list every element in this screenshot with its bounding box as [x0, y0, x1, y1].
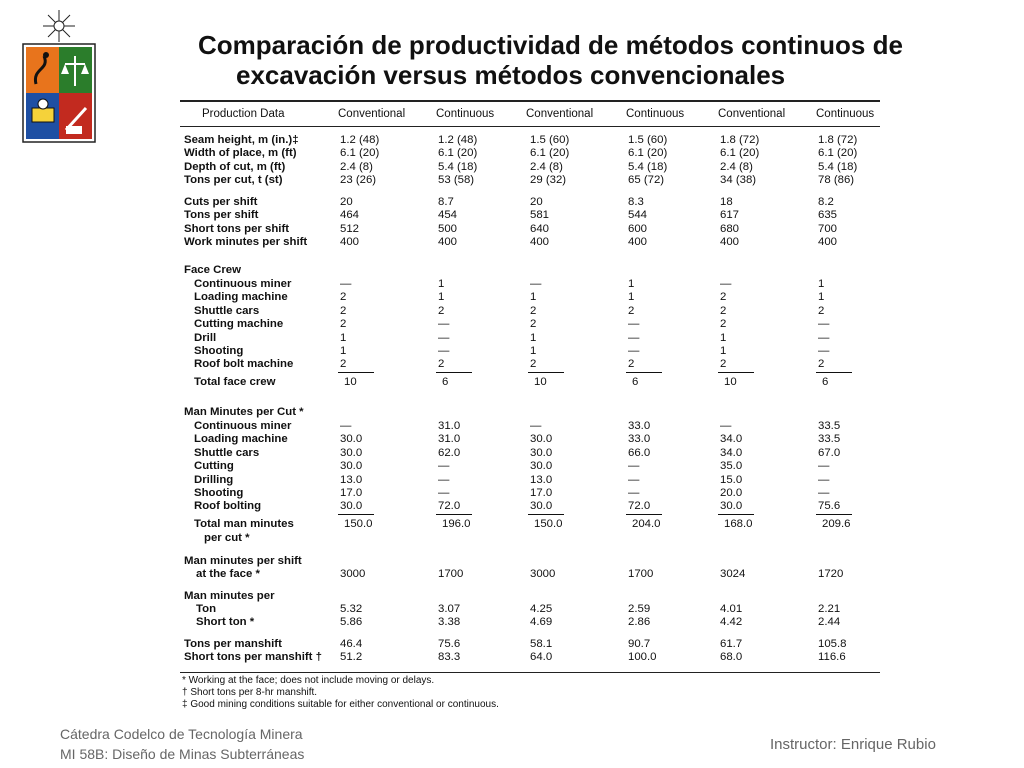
total-cell: 6 [632, 376, 639, 388]
table-cell: 15.0 [720, 473, 743, 486]
table-cell: 8.3 [628, 196, 644, 208]
table-cell: 2 [720, 291, 727, 304]
table-cell: 2 [530, 304, 537, 317]
table-cell: 5.4 (18) [438, 160, 478, 173]
table-cell: 2 [628, 358, 635, 371]
table-cell: 2 [438, 304, 445, 317]
table-cell: 46.4 [340, 638, 363, 650]
row-label: Short ton * [196, 616, 255, 629]
total-cell: 150.0 [534, 518, 563, 530]
table-cell: 34.0 [720, 446, 743, 459]
total-cell: 6 [442, 376, 449, 388]
row-label: Tons per cut, t (st) [184, 173, 283, 186]
total-label: Total man minutes [194, 518, 294, 530]
column-header-conventional: Conventional [718, 108, 786, 120]
table-cell: 2 [818, 358, 825, 371]
row-label: Shuttle cars [194, 304, 260, 317]
table-cell: 33.0 [628, 433, 651, 446]
table-cell: 1.8 (72) [720, 134, 760, 146]
row-label: Cuts per shift [184, 196, 258, 208]
table-cell: 31.0 [438, 420, 461, 432]
table-cell: 29 (32) [530, 173, 567, 186]
table-cell: 2 [818, 304, 825, 317]
table-cell: 1 [720, 331, 727, 344]
table-cell: 4.25 [530, 603, 553, 615]
table-cell: 400 [438, 235, 458, 248]
university-crest-logo [22, 8, 96, 144]
table-cell: 640 [530, 222, 550, 235]
table-cell: — [438, 460, 450, 473]
table-cell: 1700 [438, 568, 464, 580]
table-cell: 1 [340, 331, 347, 344]
table-cell: 2 [530, 358, 537, 371]
table-cell: 65 (72) [628, 173, 665, 186]
table-cell: — [438, 487, 450, 499]
column-header-continuous: Continuous [436, 108, 495, 120]
table-cell: 72.0 [628, 500, 651, 513]
total-cell: 209.6 [822, 518, 851, 530]
table-cell: 2.4 (8) [530, 160, 563, 173]
table-cell: 1720 [818, 568, 844, 580]
table-cell: 544 [628, 209, 648, 222]
table-cell: 5.4 (18) [628, 160, 668, 173]
row-label: Shooting [194, 487, 244, 499]
star-icon [43, 10, 75, 42]
total-cell: 10 [344, 376, 357, 388]
table-cell: 4.69 [530, 616, 553, 629]
table-cell: 1.5 (60) [530, 134, 570, 146]
row-label: Seam height, m (in.)‡ [184, 134, 299, 146]
table-cell: 1.8 (72) [818, 134, 858, 146]
table-cell: — [818, 473, 830, 486]
table-cell: 1 [818, 291, 825, 304]
table-cell: 2 [530, 318, 537, 331]
table-cell: 2.59 [628, 603, 651, 615]
row-label: Drilling [194, 473, 234, 486]
table-cell: — [438, 331, 450, 344]
table-cell: 33.0 [628, 420, 651, 432]
row-label: at the face * [196, 568, 260, 580]
table-cell: 33.5 [818, 420, 841, 432]
course-line-2: MI 58B: Diseño de Minas Subterráneas [60, 746, 305, 762]
sum-underline [626, 514, 662, 515]
section-heading: Face Crew [184, 264, 241, 276]
table-cell: 400 [628, 235, 648, 248]
table-cell: 400 [340, 235, 360, 248]
sum-underline [816, 514, 852, 515]
table-cell: 2 [340, 304, 347, 317]
table-cell: 67.0 [818, 446, 841, 459]
title-line-2: excavación versus métodos convencionales [236, 60, 786, 90]
column-header-conventional: Conventional [338, 108, 406, 120]
table-cell: — [438, 345, 450, 357]
table-cell: 464 [340, 209, 360, 222]
table-cell: — [628, 331, 640, 344]
table-cell: 1.5 (60) [628, 134, 668, 146]
table-cell: 33.5 [818, 433, 841, 446]
table-cell: 116.6 [818, 651, 846, 664]
row-label: Loading machine [194, 291, 288, 304]
sum-underline [718, 372, 754, 373]
row-label: Ton [196, 603, 217, 615]
table-cell: 2.21 [818, 603, 841, 615]
section-heading: Man minutes per shift [184, 555, 302, 567]
table-cell: — [628, 318, 640, 331]
row-label: Drill [194, 331, 217, 344]
table-cell: 68.0 [720, 651, 743, 664]
table-cell: 1 [438, 278, 445, 290]
row-label: Short tons per shift [184, 222, 290, 235]
table-cell: 34 (38) [720, 173, 757, 186]
table-cell: 6.1 (20) [438, 147, 478, 160]
table-cell: 35.0 [720, 460, 743, 473]
table-cell: 1.2 (48) [438, 134, 478, 146]
total-cell: 168.0 [724, 518, 753, 530]
table-cell: 1 [720, 345, 727, 357]
row-label: Shooting [194, 345, 244, 357]
sum-underline [816, 372, 852, 373]
table-cell: 51.2 [340, 651, 363, 664]
table-cell: — [818, 345, 830, 357]
table-cell: 400 [818, 235, 838, 248]
table-cell: 3000 [340, 568, 366, 580]
table-cell: 30.0 [530, 446, 553, 459]
table-cell: 30.0 [720, 500, 743, 513]
table-cell: 75.6 [438, 638, 461, 650]
table-cell: 8.7 [438, 196, 454, 208]
table-cell: 2 [720, 358, 727, 371]
table-cell: 2 [628, 304, 635, 317]
table-cell: 58.1 [530, 638, 553, 650]
table-cell: 20.0 [720, 487, 743, 499]
table-cell: 17.0 [530, 487, 553, 499]
table-cell: 512 [340, 222, 360, 235]
table-cell: — [818, 331, 830, 344]
table-cell: 61.7 [720, 638, 743, 650]
productivity-table [180, 96, 880, 680]
table-rule [180, 126, 880, 127]
row-label: Loading machine [194, 433, 288, 446]
row-label: Short tons per manshift † [184, 651, 322, 664]
table-cell: 30.0 [340, 460, 363, 473]
table-cell: 3.38 [438, 616, 461, 629]
row-label: Tons per shift [184, 209, 259, 222]
table-cell: 13.0 [530, 473, 553, 486]
table-cell: 454 [438, 209, 458, 222]
table-cell: 20 [530, 196, 543, 208]
table-cell: 6.1 (20) [530, 147, 570, 160]
table-cell: 2.4 (8) [340, 160, 373, 173]
row-label: Cutting machine [194, 318, 284, 331]
sum-underline [338, 514, 374, 515]
table-cell: 1 [818, 278, 825, 290]
page-title [150, 30, 1020, 90]
table-cell: 78 (86) [818, 173, 855, 186]
sum-underline [528, 372, 564, 373]
table-cell: — [530, 420, 542, 432]
table-cell: 3000 [530, 568, 556, 580]
sum-underline [528, 514, 564, 515]
table-cell: 1 [530, 291, 537, 304]
total-cell: 196.0 [442, 518, 471, 530]
table-cell: — [628, 473, 640, 486]
table-cell: 20 [340, 196, 353, 208]
sum-underline [436, 514, 472, 515]
sum-underline [718, 514, 754, 515]
row-label: Continuous miner [194, 278, 292, 290]
table-cell: 64.0 [530, 651, 553, 664]
table-cell: 2.4 (8) [720, 160, 753, 173]
table-cell: 2 [340, 358, 347, 371]
table-cell: — [340, 420, 352, 432]
table-cell: — [720, 278, 732, 290]
table-cell: 1 [530, 345, 537, 357]
table-cell: 34.0 [720, 433, 743, 446]
table-footnotes [182, 675, 499, 711]
table-cell: 2 [340, 318, 347, 331]
table-cell: 72.0 [438, 500, 461, 513]
table-rule [180, 100, 880, 102]
table-cell: 3024 [720, 568, 746, 580]
table-cell: — [818, 318, 830, 331]
table-cell: 1700 [628, 568, 654, 580]
footnote-2: † Short tons per 8-hr manshift. [182, 687, 318, 698]
sum-underline [436, 372, 472, 373]
table-cell: — [818, 487, 830, 499]
total-cell: 6 [822, 376, 829, 388]
table-cell: 1 [340, 345, 347, 357]
table-cell: 1 [628, 291, 635, 304]
table-cell: 53 (58) [438, 173, 475, 186]
section-heading: Man Minutes per Cut * [184, 406, 304, 418]
table-cell: 4.42 [720, 616, 743, 629]
table-cell: 600 [628, 222, 648, 235]
row-label: Cutting [194, 460, 234, 473]
table-cell: 75.6 [818, 500, 841, 513]
table-cell: 635 [818, 209, 838, 222]
table-cell: 6.1 (20) [628, 147, 668, 160]
table-cell: 6.1 (20) [340, 147, 380, 160]
table-cell: 13.0 [340, 473, 363, 486]
table-cell: 62.0 [438, 446, 461, 459]
table-cell: 105.8 [818, 638, 847, 650]
total-label: Total face crew [194, 376, 276, 388]
table-cell: 17.0 [340, 487, 363, 499]
table-cell: 3.07 [438, 603, 461, 615]
total-label-2: per cut * [204, 532, 250, 544]
table-cell: 100.0 [628, 651, 657, 664]
row-label: Width of place, m (ft) [184, 147, 297, 160]
table-cell: 400 [530, 235, 550, 248]
course-line-1: Cátedra Codelco de Tecnología Minera [60, 726, 303, 742]
table-cell: 617 [720, 209, 740, 222]
table-cell: — [628, 345, 640, 357]
total-cell: 150.0 [344, 518, 373, 530]
table-cell: 400 [720, 235, 740, 248]
column-header-continuous: Continuous [626, 108, 685, 120]
table-cell: 90.7 [628, 638, 651, 650]
table-cell: 2.44 [818, 616, 841, 629]
table-cell: — [438, 473, 450, 486]
row-label: Tons per manshift [184, 638, 282, 650]
table-cell: 581 [530, 209, 550, 222]
table-cell: 700 [818, 222, 838, 235]
table-cell: 30.0 [530, 460, 553, 473]
table-cell: 30.0 [340, 500, 363, 513]
table-cell: 1 [628, 278, 635, 290]
total-cell: 10 [534, 376, 547, 388]
table-cell: 5.4 (18) [818, 160, 858, 173]
table-cell: 680 [720, 222, 740, 235]
table-cell: 30.0 [340, 433, 363, 446]
table-cell: 83.3 [438, 651, 461, 664]
table-cell: — [438, 318, 450, 331]
table-cell: — [628, 487, 640, 499]
course-info [60, 724, 304, 764]
table-cell: 6.1 (20) [720, 147, 760, 160]
table-cell: 1 [530, 331, 537, 344]
table-cell: 30.0 [530, 500, 553, 513]
table-cell: 6.1 (20) [818, 147, 858, 160]
table-cell: 1 [438, 291, 445, 304]
table-cell: 5.86 [340, 616, 363, 629]
total-cell: 10 [724, 376, 737, 388]
table-cell: — [720, 420, 732, 432]
section-heading: Man minutes per [184, 590, 275, 602]
table-cell: 2 [438, 358, 445, 371]
table-cell: 18 [720, 196, 733, 208]
table-cell: — [530, 278, 542, 290]
table-cell: 31.0 [438, 433, 461, 446]
title-line-1: Comparación de productividad de métodos continuos de [198, 30, 903, 60]
table-cell: 30.0 [340, 446, 363, 459]
footnote-1: * Working at the face; does not include moving or delays. [182, 675, 435, 686]
column-header-continuous: Continuous [816, 108, 875, 120]
footnote-3: ‡ Good mining conditions suitable for either conventional or continuous. [182, 699, 499, 710]
sum-underline [338, 372, 374, 373]
instructor-label: Instructor: Enrique Rubio [770, 736, 936, 753]
total-cell: 204.0 [632, 518, 661, 530]
table-rule [180, 672, 880, 673]
table-cell: 1.2 (48) [340, 134, 380, 146]
row-label: Continuous miner [194, 420, 292, 432]
column-header-production-data: Production Data [202, 108, 285, 120]
table-cell: 2 [720, 304, 727, 317]
row-label: Roof bolting [194, 500, 262, 513]
table-cell: — [628, 460, 640, 473]
table-cell: 23 (26) [340, 173, 377, 186]
table-cell: — [340, 278, 352, 290]
row-label: Depth of cut, m (ft) [184, 160, 286, 173]
sum-underline [626, 372, 662, 373]
table-cell: 30.0 [530, 433, 553, 446]
table-cell: 66.0 [628, 446, 651, 459]
table-cell: 5.32 [340, 603, 363, 615]
table-cell: 8.2 [818, 196, 834, 208]
row-label: Roof bolt machine [194, 358, 294, 371]
column-header-conventional: Conventional [526, 108, 594, 120]
table-cell: 2.86 [628, 616, 651, 629]
table-cell: 2 [720, 318, 727, 331]
row-label: Work minutes per shift [184, 235, 308, 248]
table-cell: 500 [438, 222, 458, 235]
table-cell: 4.01 [720, 603, 743, 615]
table-cell: 2 [340, 291, 347, 304]
table-cell: — [818, 460, 830, 473]
row-label: Shuttle cars [194, 446, 260, 459]
